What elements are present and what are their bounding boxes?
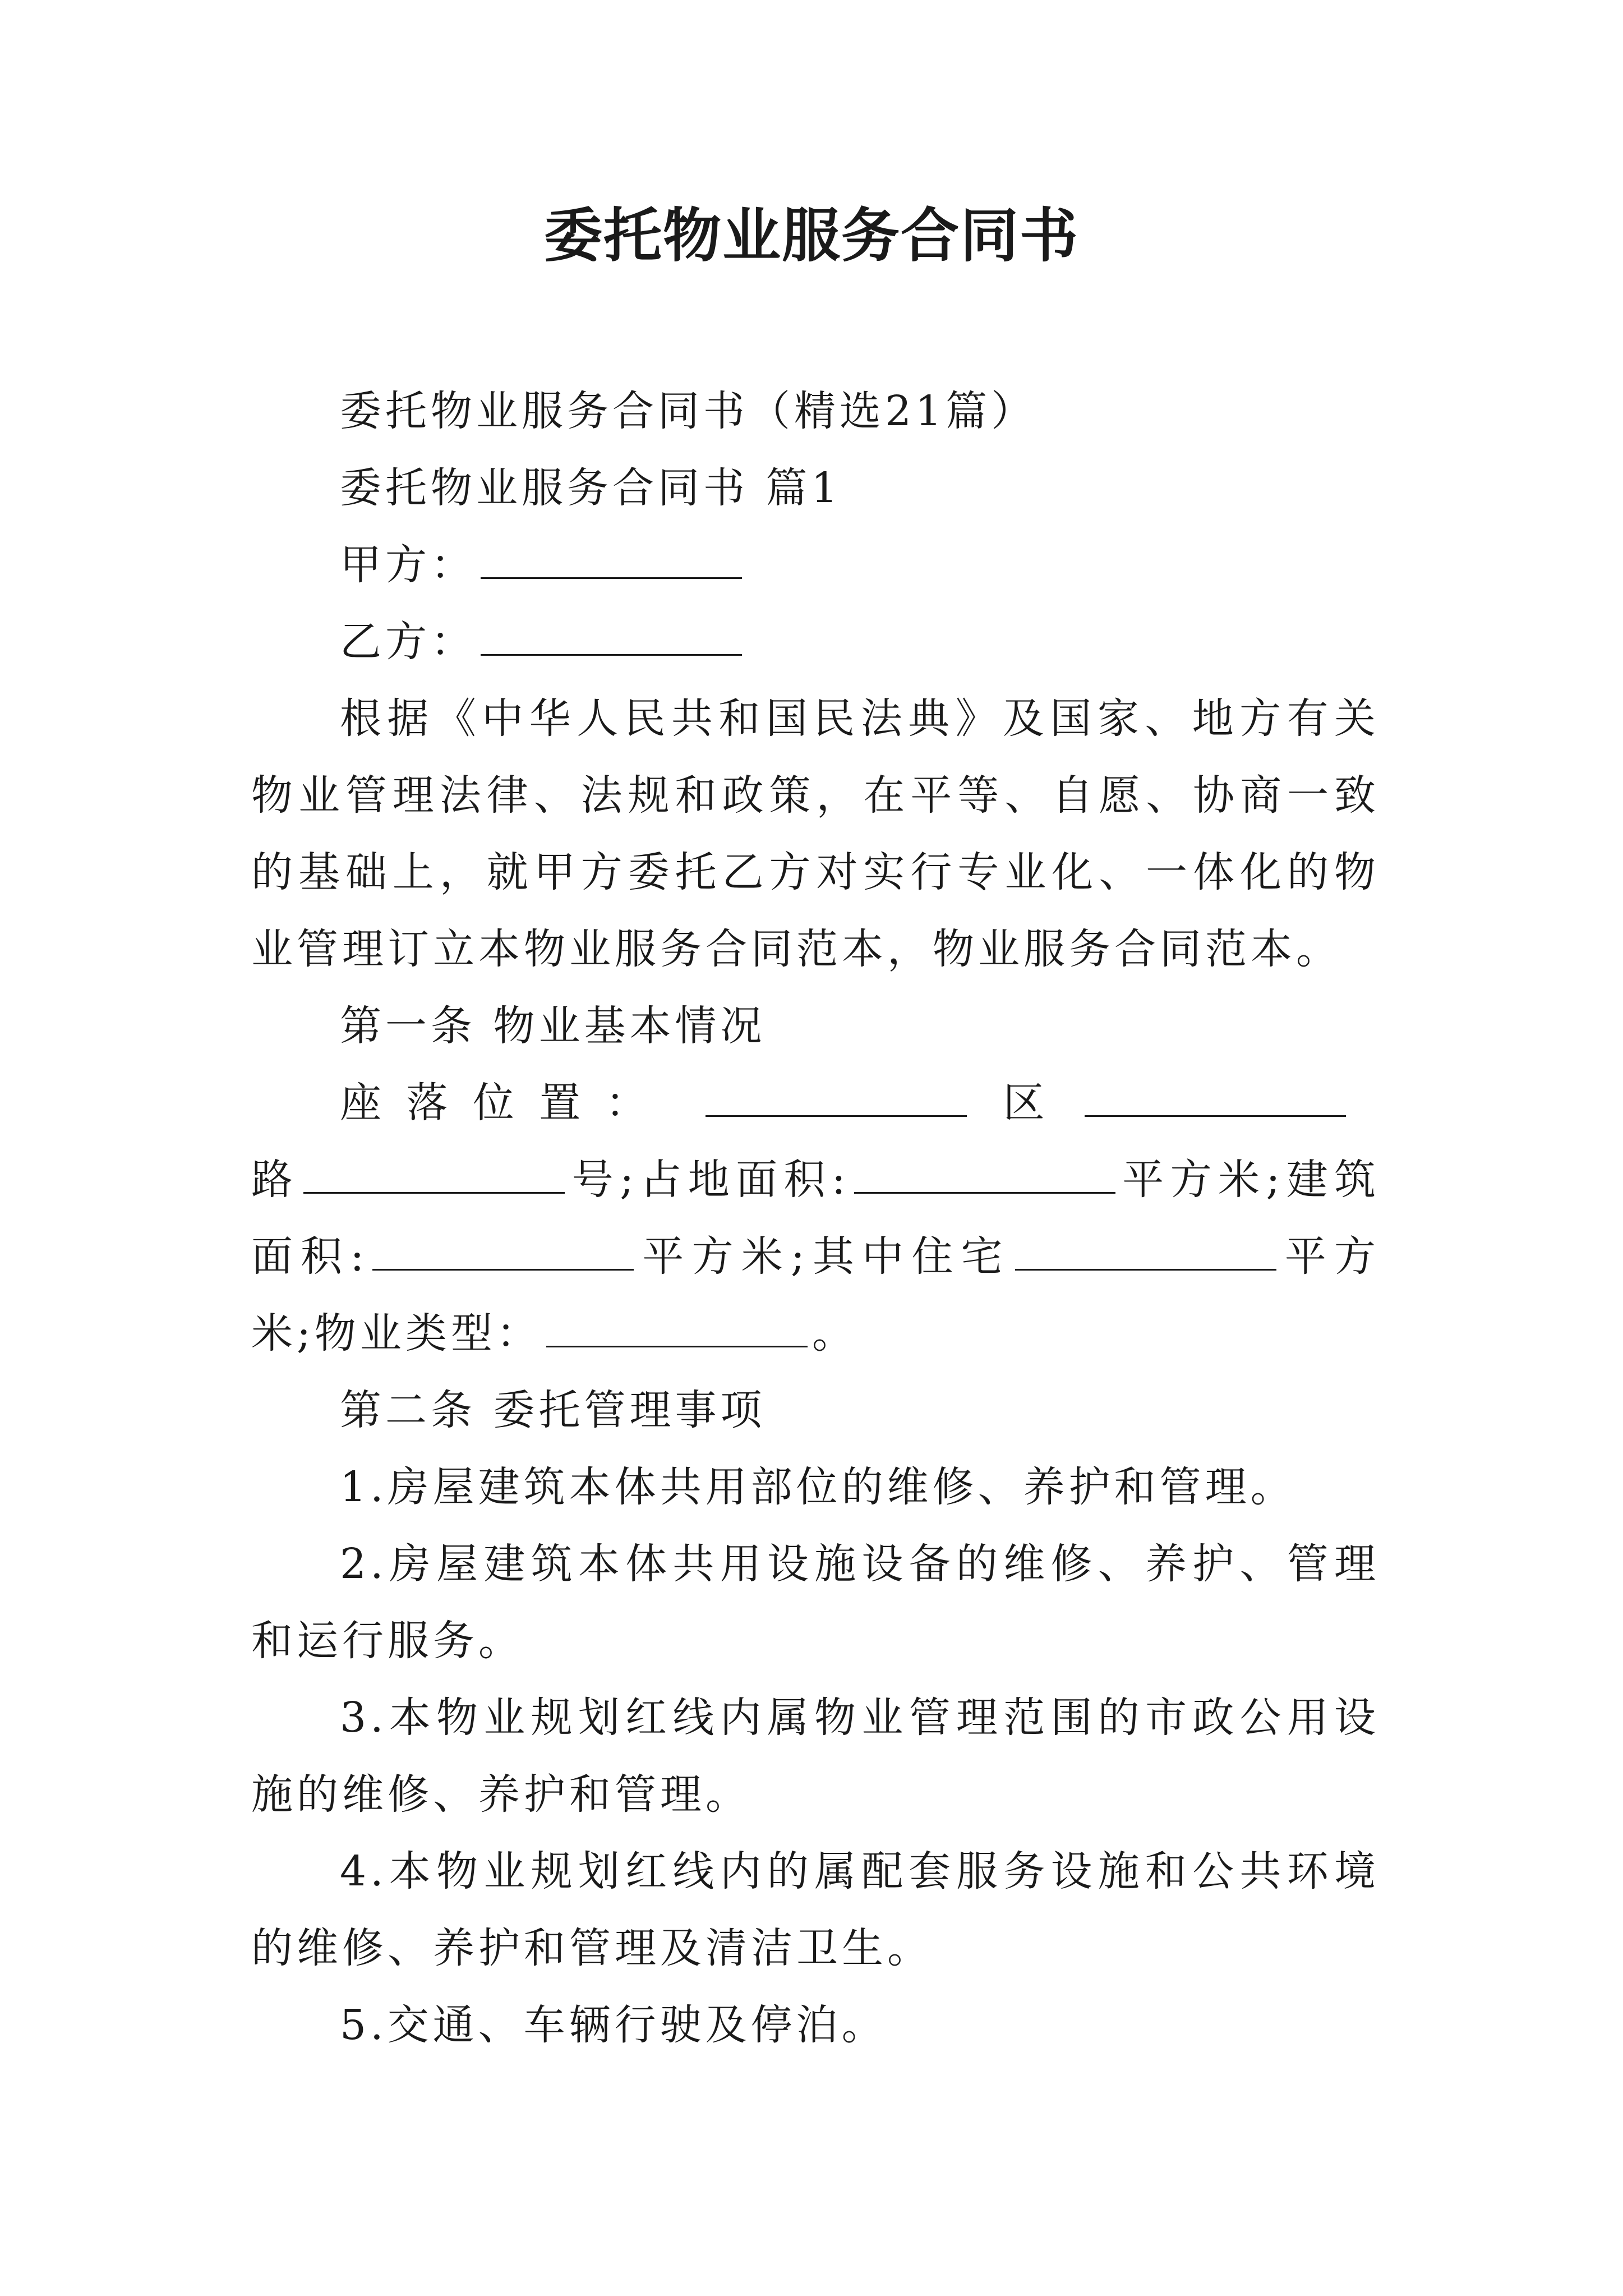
land-area-blank bbox=[854, 1158, 1115, 1194]
location-label: 座落位置： bbox=[340, 1079, 672, 1127]
road-label: 路 bbox=[251, 1156, 299, 1204]
list-item: 4.本物业规划红线内的属配套服务设施和公共环境的维修、养护和管理及清洁卫生。 bbox=[251, 1847, 1380, 1972]
property-type-blank bbox=[546, 1312, 808, 1347]
district-label: 区 bbox=[1000, 1079, 1052, 1127]
intro-paragraph: 根据《中华人民共和国民法典》及国家、地方有关物业管理法律、法规和政策，在平等、自愿、协商一致的基础上，就甲方委托乙方对实行专业化、一体化的物业管理订立本物业服务合同范本，物业服务合同范本。 bbox=[251, 694, 1380, 973]
property-type-label: 平方米;物业类 bbox=[251, 1232, 1380, 1358]
type-label: 型： bbox=[450, 1309, 542, 1358]
party-a-label: 甲方： bbox=[340, 541, 476, 589]
document-body bbox=[251, 373, 1380, 2064]
article1-paragraph bbox=[251, 1065, 1380, 1372]
party-a-blank bbox=[481, 544, 742, 579]
section-heading bbox=[251, 450, 1380, 527]
list-item: 5.交通、车辆行驶及停泊。 bbox=[340, 2001, 887, 2049]
residential-label: 平方米;其中住宅 bbox=[638, 1232, 1011, 1281]
article1-heading: 第一条 物业基本情况 bbox=[340, 1002, 766, 1050]
section-heading-text: 委托物业服务合同书 篇1 bbox=[340, 464, 842, 512]
location-blank-2 bbox=[1085, 1082, 1346, 1117]
subtitle-text: 委托物业服务合同书（精选21篇） bbox=[340, 387, 1037, 435]
article2-heading: 第二条 委托管理事项 bbox=[340, 1386, 766, 1434]
list-item: 1.房屋建筑本体共用部位的维修、养护和管理。 bbox=[340, 1463, 1296, 1511]
party-b-line bbox=[251, 604, 1380, 680]
article1-end: 。 bbox=[811, 1309, 857, 1358]
party-b-blank bbox=[481, 620, 742, 656]
number-blank bbox=[303, 1158, 565, 1194]
residential-area-blank bbox=[1015, 1235, 1276, 1271]
location-blank-1 bbox=[706, 1082, 967, 1117]
list-item: 3.本物业规划红线内属物业管理范围的市政公用设施的维修、养护和管理。 bbox=[251, 1694, 1380, 1819]
document-title: 委托物业服务合同书 bbox=[543, 201, 1079, 270]
document-subtitle bbox=[251, 373, 1380, 450]
building-area-label: 平方米;建筑面积: bbox=[251, 1156, 1380, 1281]
list-item: 2.房屋建筑本体共用设施设备的维修、养护、管理和运行服务。 bbox=[251, 1540, 1380, 1665]
building-area-blank bbox=[372, 1235, 634, 1271]
number-area-label: 号;占地面积: bbox=[569, 1156, 850, 1204]
party-a-line bbox=[251, 527, 1380, 604]
party-b-label: 乙方： bbox=[340, 618, 476, 666]
